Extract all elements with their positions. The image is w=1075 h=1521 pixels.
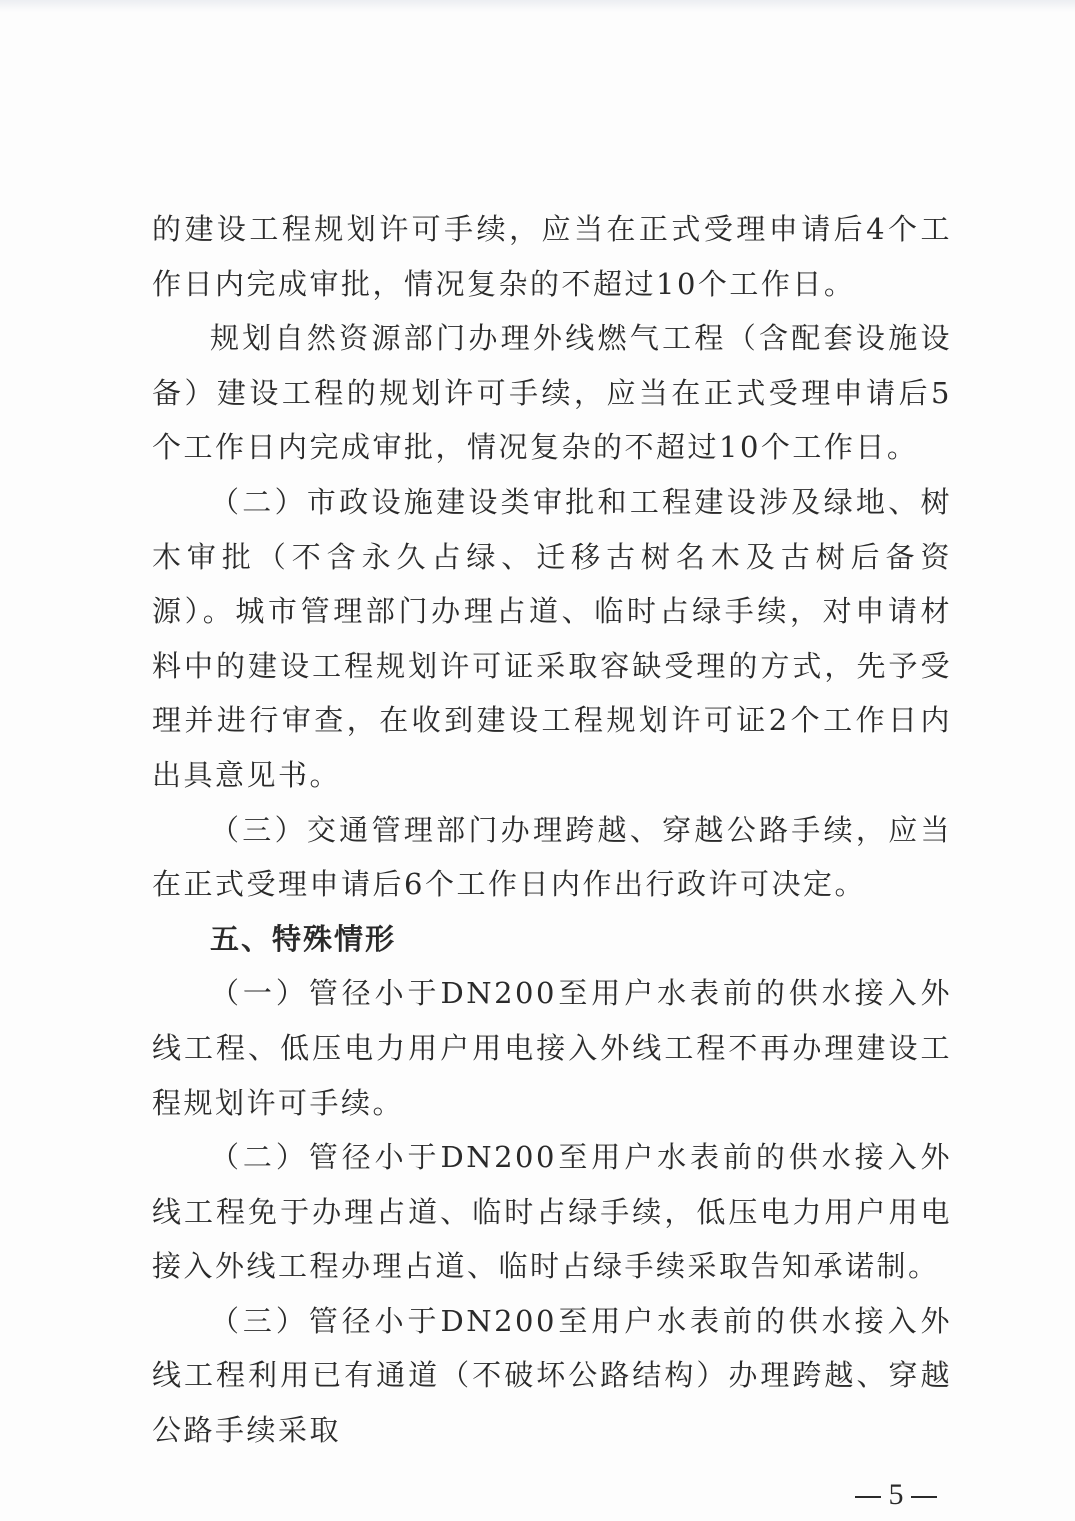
dash-left [855,1496,881,1498]
page-number-value: 5 [888,1478,904,1511]
body-text [152,202,952,1458]
scan-edge-shadow [0,0,1075,12]
paragraph-section-3: （三）交通管理部门办理跨越、穿越公路手续，应当在正式受理申请后6个工作日内作出行政许可决定。 [152,812,952,902]
paragraph-special-3: （三）管径小于DN200至用户水表前的供水接入外线工程利用已有通道（不破坏公路结构）办理跨越、穿越公路手续采取 [152,1303,952,1448]
paragraph-special-2: （二）管径小于DN200至用户水表前的供水接入外线工程免于办理占道、临时占绿手续，低压电力用户用电接入外线工程办理占道、临时占绿手续采取告知承诺制。 [152,1140,952,1284]
paragraph-gas-permit: 规划自然资源部门办理外线燃气工程（含配套设施设备）建设工程的规划许可手续，应当在正式受理申请后5个工作日内完成审批，情况复杂的不超过10个工作日。 [152,321,952,465]
dash-right [911,1496,937,1498]
paragraph-section-2: （二）市政设施建设类审批和工程建设涉及绿地、树木审批（不含永久占绿、迁移古树名木及古树后备资源）。城市管理部门办理占道、临时占绿手续，对申请材料中的建设工程规划许可证采取容缺受理的方式，先予受理并进行审查，在收到建设工程规划许可证2个工作日内出具意见书。 [152,484,952,792]
section-heading-special-cases: 五、特殊情形 [210,921,397,956]
page-number [855,1480,955,1510]
paragraph-special-1: （一）管径小于DN200至用户水表前的供水接入外线工程、低压电力用户用电接入外线工程不再办理建设工程规划许可手续。 [152,976,952,1120]
paragraph-continuation: 的建设工程规划许可手续，应当在正式受理申请后4个工作日内完成审批，情况复杂的不超过10个工作日。 [152,212,952,301]
